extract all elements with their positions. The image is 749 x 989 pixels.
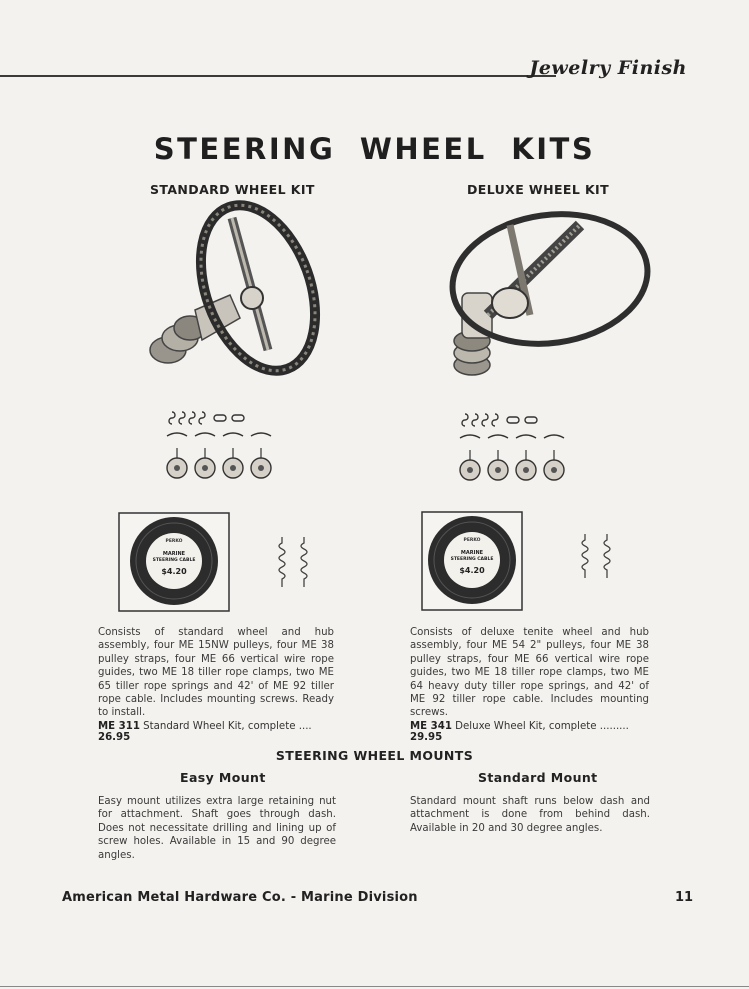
footer-rule xyxy=(0,986,749,987)
deluxe-kit-order-line: ME 341 Deluxe Wheel Kit, complete ......... 29.95 xyxy=(410,721,629,743)
page-title: STEERING WHEEL KITS xyxy=(153,132,596,166)
deluxe-kit-price: 29.95 xyxy=(410,732,443,743)
deluxe-springs-image xyxy=(573,532,623,587)
standard-kit-heading: STANDARD WHEEL KIT xyxy=(150,182,315,197)
footer-company: American Metal Hardware Co. - Marine Division xyxy=(62,890,418,905)
deluxe-hardware-image xyxy=(455,412,570,487)
deluxe-kit-description: Consists of deluxe tenite wheel and hub assembly, four ME 54 2" pulleys, four ME 38 pulley straps, four ME 66 vertical wire rope guides, two ME 18 tiller rope clamps, two ME 64 heavy duty tiller rope springs, and 42' of ME 92 tiller rope cable. Includes mounting screws. xyxy=(410,627,649,719)
header-rule xyxy=(0,75,556,77)
deluxe-wheel-image xyxy=(440,205,655,385)
deluxe-cable-box xyxy=(421,511,523,611)
deluxe-kit-code: ME 341 xyxy=(410,721,452,732)
standard-mount-description: Standard mount shaft runs below dash and attachment is done from behind dash. Available in 20 and 30 degree angles. xyxy=(410,796,650,834)
deluxe-kit-order-text: Deluxe Wheel Kit, complete xyxy=(455,721,597,732)
standard-kit-code: ME 311 xyxy=(98,721,140,732)
standard-mount-heading: Standard Mount xyxy=(478,770,598,785)
easy-mount-description: Easy mount utilizes extra large retaining nut for attachment. Shaft goes through dash. Does not necessitate drilling and lining up of screw holes. Available in 15 and 90 degree angles. xyxy=(98,796,336,861)
standard-hardware-image xyxy=(162,410,277,485)
standard-cable-line2: STEERING CABLE xyxy=(152,558,196,563)
page-number: 11 xyxy=(675,890,694,905)
deluxe-kit-heading: DELUXE WHEEL KIT xyxy=(467,182,610,197)
standard-cable-box xyxy=(118,512,230,612)
standard-cable-line1: MARINE xyxy=(162,551,186,557)
standard-kit-description: Consists of standard wheel and hub assembly, four ME 15NW pulleys, four ME 38 pulley straps, four ME 66 vertical wire rope guides, two ME 18 tiller rope clamps, two ME 65 tiller rope springs and 42' of ME 92 tiller rope cable. Includes mounting screws. Ready to install. xyxy=(98,627,334,719)
easy-mount-heading: Easy Mount xyxy=(180,770,266,785)
deluxe-cable-brand: PERKO xyxy=(463,538,481,543)
standard-cable-price: $4.20 xyxy=(161,567,187,576)
deluxe-cable-line1: MARINE xyxy=(460,550,484,556)
deluxe-cable-line2: STEERING CABLE xyxy=(450,557,494,562)
standard-cable-brand: PERKO xyxy=(165,539,183,544)
standard-kit-order-line: ME 311 Standard Wheel Kit, complete .... 26.95 xyxy=(98,721,312,743)
jewelry-finish-label: Jewelry Finish xyxy=(529,57,687,79)
mounts-heading: STEERING WHEEL MOUNTS xyxy=(275,748,474,763)
standard-kit-price: 26.95 xyxy=(98,732,131,743)
standard-kit-order-text: Standard Wheel Kit, complete xyxy=(143,721,296,732)
standard-springs-image xyxy=(270,535,320,595)
standard-wheel-image xyxy=(140,200,335,395)
deluxe-cable-price: $4.20 xyxy=(459,566,485,575)
